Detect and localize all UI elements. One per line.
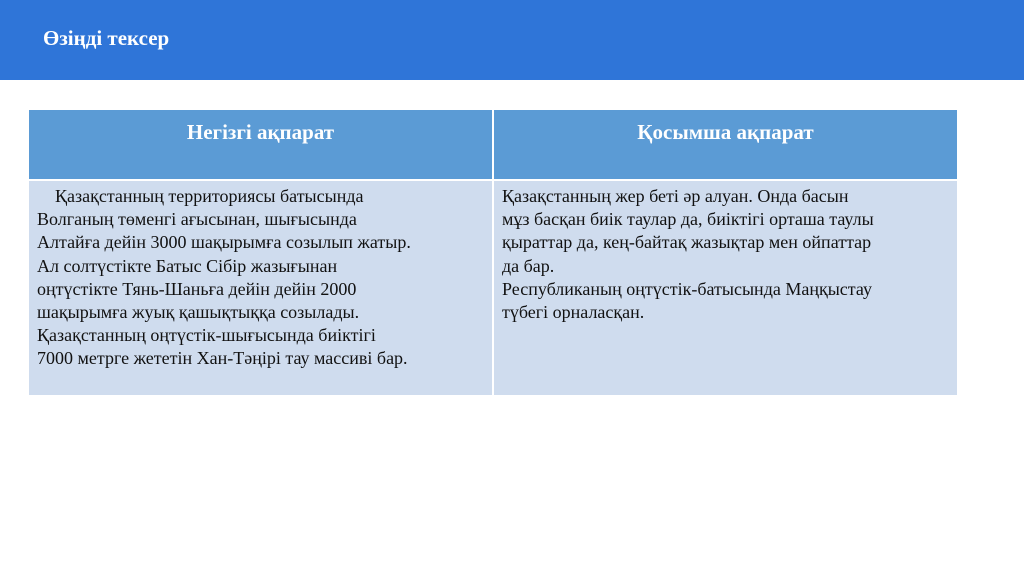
extra-info-line: мұз басқан биік таулар да, биіктігі орташа таулы [502, 209, 874, 230]
main-info-cell [29, 180, 493, 395]
table-header-row [29, 110, 957, 180]
extra-info-line: Республиканың оңтүстік-батысында Маңқыстау [502, 278, 872, 299]
extra-info-line: Қазақстанның жер беті әр алуан. Онда басын [502, 186, 849, 206]
main-info-line: 7000 метрге жететін Хан-Тәңірі тау массиві бар. [37, 348, 408, 369]
main-info-line: Қазақстанның территориясы батысында [55, 186, 364, 206]
header-main-info: Негізгі ақпарат [29, 110, 493, 180]
slide-title: Өзіңді тексер [43, 26, 170, 50]
extra-info-line: қыраттар да, кең-байтақ жазықтар мен ойпаттар [502, 232, 872, 253]
slide-header-bar [0, 0, 1024, 80]
header-extra-info: Қосымша ақпарат [493, 110, 957, 180]
main-info-line: оңтүстікте Тянь-Шаньға дейін дейін 2000 [37, 278, 357, 299]
main-info-line: Ал солтүстікте Батыс Сібір жазығынан [37, 255, 338, 276]
main-info-line: Волганың төменгі ағысынан, шығысында [37, 209, 357, 230]
extra-info-line: да бар. [502, 255, 555, 276]
main-info-line: Қазақстанның оңтүстік-шығысында биіктігі [37, 325, 376, 346]
table-row [29, 180, 957, 395]
main-info-line: шақырымға жуық қашықтыққа созылады. [37, 302, 360, 323]
extra-info-line: түбегі орналасқан. [502, 302, 645, 323]
info-table [29, 110, 957, 395]
extra-info-cell [493, 180, 957, 395]
main-info-line: Алтайға дейін 3000 шақырымға созылып жатыр. [37, 232, 411, 253]
